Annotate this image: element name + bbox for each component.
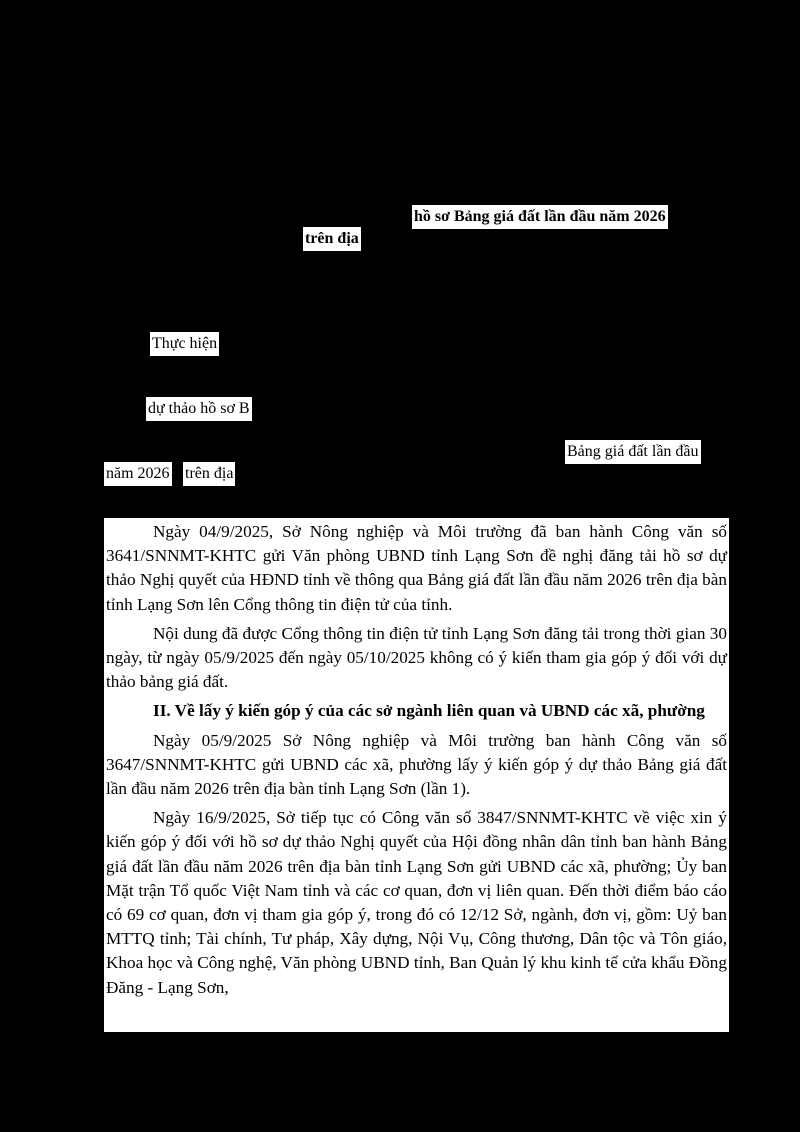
title-fragment-line-1: hồ sơ Bảng giá đất lần đầu năm 2026 xyxy=(412,205,668,229)
section-heading-2: II. Về lấy ý kiến góp ý của các sở ngành liên quan và UBND các xã, phường xyxy=(153,701,705,721)
paragraph-portal-result: Nội dung đã được Cổng thông tin điện tử tỉnh Lạng Sơn đăng tải trong thời gian 30 ngày, từ ngày 05/9/2025 đến ngày 05/10/2025 không có ý kiến tham gia góp ý đối với dự thảo bảng giá đất. xyxy=(106,623,727,692)
intro-fragment-line-3-end: Bảng giá đất lần đầu xyxy=(565,440,701,464)
intro-fragment-start: Thực hiện xyxy=(150,332,219,356)
paragraph-portal-posting: Ngày 04/9/2025, Sở Nông nghiệp và Môi trường đã ban hành Công văn số 3641/SNNMT-KHTC gửi Văn phòng UBND tỉnh Lạng Sơn đề nghị đăng tải hồ sơ dự thảo Nghị quyết của HĐND tỉnh về thông qua Bảng giá đất lần đầu năm 2026 trên địa bàn tỉnh Lạng Sơn lên Cổng thông tin điện tử của tỉnh. xyxy=(106,522,727,614)
intro-fragment-line-4-b: trên địa xyxy=(183,462,235,486)
document-body-panel xyxy=(104,518,729,1032)
paragraph-consultation-1: Ngày 05/9/2025 Sở Nông nghiệp và Môi trường ban hành Công văn số 3647/SNNMT-KHTC gửi UBND các xã, phường lấy ý kiến góp ý dự thảo Bảng giá đất lần đầu năm 2026 trên địa bàn tỉnh Lạng Sơn (lần 1). xyxy=(106,730,727,799)
title-fragment-line-2: trên địa xyxy=(303,227,361,251)
intro-fragment-line-4-a: năm 2026 xyxy=(104,462,172,486)
intro-fragment-line-2: dự thảo hồ sơ B xyxy=(146,397,252,421)
paragraph-consultation-2: Ngày 16/9/2025, Sở tiếp tục có Công văn số 3847/SNNMT-KHTC về việc xin ý kiến góp ý đối với hồ sơ dự thảo Nghị quyết của Hội đồng nhân dân tỉnh ban hành Bảng giá đất lần đầu năm 2026 trên địa bàn tỉnh Lạng Sơn gửi UBND các xã, phường; Ủy ban Mặt trận Tổ quốc Việt Nam tỉnh và các cơ quan, đơn vị liên quan. Đến thời điểm báo cáo có 69 cơ quan, đơn vị tham gia góp ý, trong đó có 12/12 Sở, ngành, đơn vị, gồm: Uỷ ban MTTQ tỉnh; Tài chính, Tư pháp, Xây dựng, Nội Vụ, Công thương, Dân tộc và Tôn giáo, Khoa học và Công nghệ, Văn phòng UBND tỉnh, Ban Quản lý khu kinh tế cửa khẩu Đồng Đăng - Lạng Sơn, xyxy=(106,808,727,997)
